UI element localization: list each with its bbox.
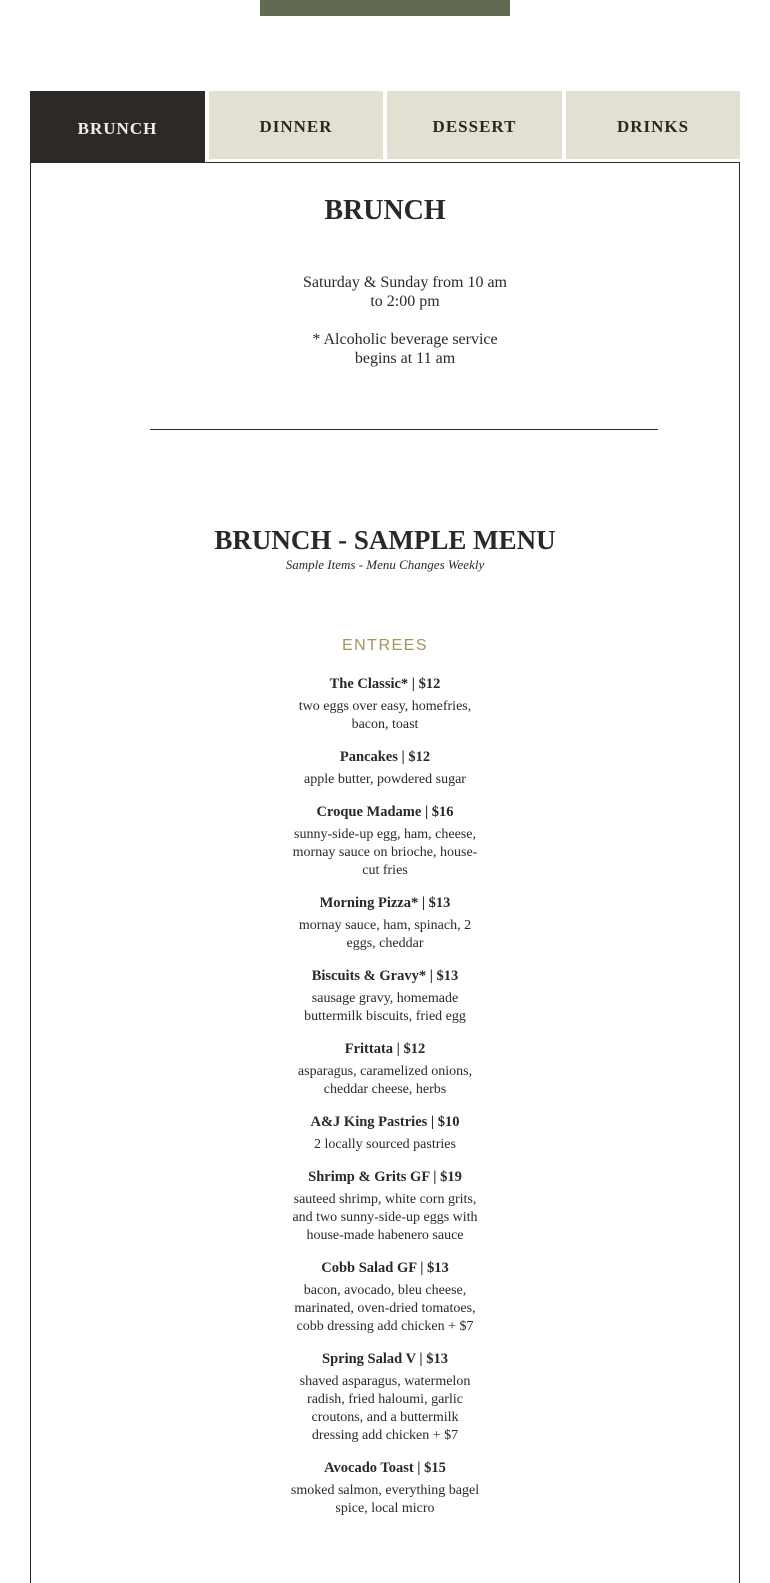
section-divider — [150, 429, 658, 430]
menu-item — [31, 1040, 739, 1099]
menu-item — [31, 967, 739, 1026]
menu-item — [31, 675, 739, 734]
section-title: BRUNCH — [324, 195, 446, 226]
menu-item-description: mornay sauce, ham, spinach, 2 eggs, cheddar — [298, 918, 472, 951]
menu-panel — [30, 162, 740, 1583]
menu-item-name: Croque Madame | $16 — [316, 804, 454, 820]
menu-item-description: sausage gravy, homemade buttermilk biscuits, fried egg — [304, 991, 466, 1024]
menu-item-name: Pancakes | $12 — [339, 749, 431, 765]
menu-item — [31, 803, 739, 880]
menu-item — [31, 1259, 739, 1336]
menu-item-name: Morning Pizza* | $13 — [319, 895, 451, 911]
menu-item-description: 2 locally sourced pastries — [314, 1137, 456, 1152]
menu-subtitle: Sample Items - Menu Changes Weekly — [285, 557, 485, 572]
menu-item-description: apple butter, powdered sugar — [304, 772, 466, 787]
menu-item-description: sauteed shrimp, white corn grits, and two sunny-side-up eggs with house-made habenero sauce — [292, 1192, 478, 1243]
menu-item — [31, 748, 739, 789]
menu-item-name: Spring Salad V | $13 — [322, 1351, 448, 1367]
menu-item-description: smoked salmon, everything bagel spice, local micro — [290, 1483, 480, 1516]
menu-tabs — [30, 91, 740, 163]
menu-item-description: bacon, avocado, bleu cheese, marinated, oven-dried tomatoes, cobb dressing add chicken + $7 — [294, 1283, 476, 1334]
category-heading: ENTREES — [341, 637, 429, 654]
menu-item-name: A&J King Pastries | $10 — [310, 1114, 460, 1130]
hours-text: Saturday & Sunday from 10 am to 2:00 pm — [303, 274, 507, 310]
menu-item — [31, 894, 739, 953]
tab-dinner[interactable]: DINNER — [209, 91, 383, 159]
menu-item-description: asparagus, caramelized onions, cheddar cheese, herbs — [297, 1064, 473, 1097]
alcohol-note: * Alcoholic beverage service begins at 11 am — [312, 331, 498, 367]
menu-item-name: Shrimp & Grits GF | $19 — [308, 1169, 462, 1185]
header-accent-bar — [260, 0, 510, 16]
menu-item-name: Biscuits & Gravy* | $13 — [311, 968, 459, 984]
menu-title: BRUNCH - SAMPLE MENU — [214, 525, 556, 555]
menu-item-name: Frittata | $12 — [344, 1041, 426, 1057]
menu-items-list — [31, 675, 739, 1532]
menu-item — [31, 1459, 739, 1518]
menu-item — [31, 1168, 739, 1245]
menu-item-name: Avocado Toast | $15 — [324, 1460, 446, 1476]
menu-item — [31, 1113, 739, 1154]
menu-item — [31, 1350, 739, 1445]
menu-item-name: Cobb Salad GF | $13 — [321, 1260, 449, 1276]
tab-dessert[interactable]: DESSERT — [387, 91, 562, 159]
tab-brunch[interactable]: BRUNCH — [30, 91, 205, 162]
menu-item-description: two eggs over easy, homefries, bacon, toast — [298, 699, 472, 732]
menu-item-name: The Classic* | $12 — [329, 676, 441, 692]
menu-item-description: shaved asparagus, watermelon radish, fried haloumi, garlic croutons, and a buttermilk dressing add chicken + $7 — [299, 1374, 471, 1443]
tab-drinks[interactable]: DRINKS — [566, 91, 740, 159]
menu-item-description: sunny-side-up egg, ham, cheese, mornay sauce on brioche, house-cut fries — [292, 827, 478, 878]
